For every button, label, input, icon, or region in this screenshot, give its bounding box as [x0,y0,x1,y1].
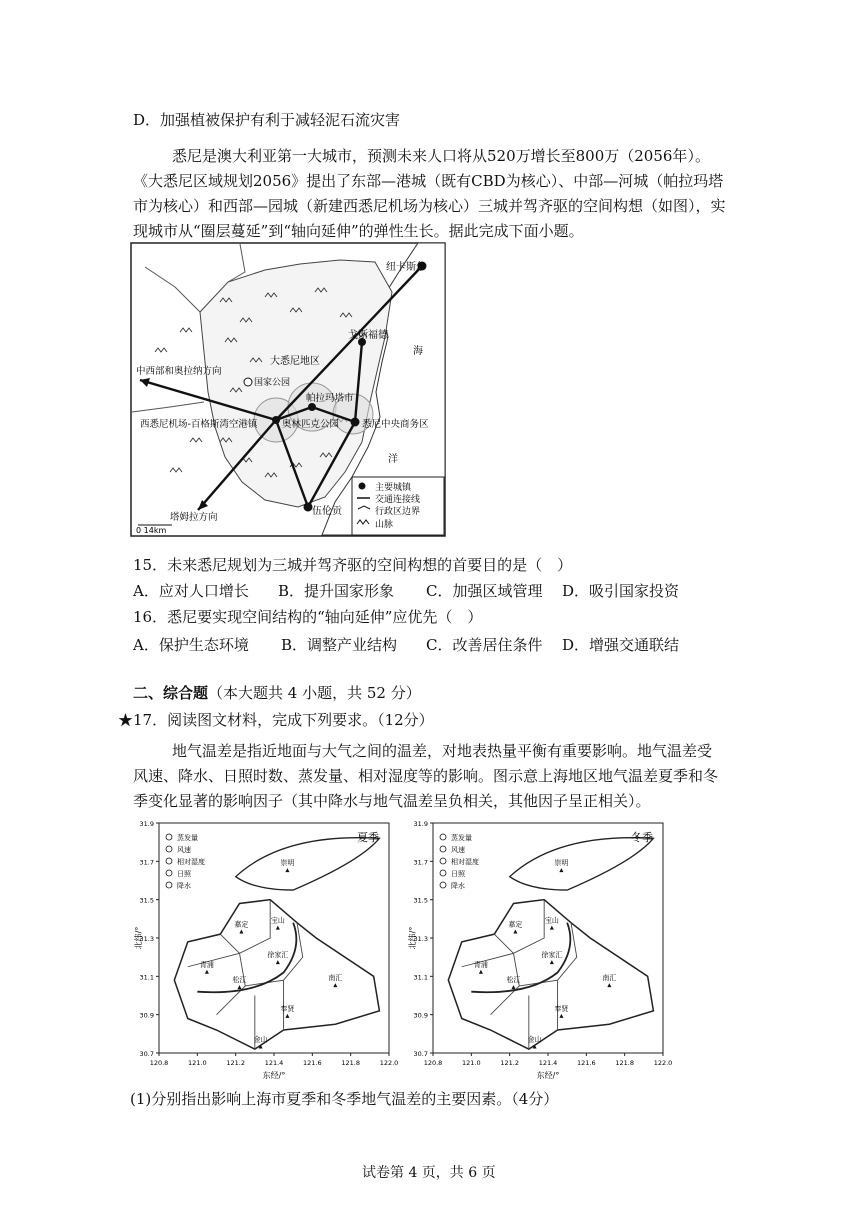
previous-option-d: D．加强植被保护有利于减轻泥石流灾害 [133,111,401,129]
passage1-line-4: 现城市从“圈层蔓延”到“轴向延伸”的弹性生长。据此完成下面小题。 [133,222,584,240]
section2-heading-row [133,683,421,703]
passage1-line-3: 市为核心）和西部—园城（新建西悉尼机场为核心）三城并驾齐驱的空间构想（如图），实 [133,197,726,215]
scale-bar: 0 14km [136,526,167,535]
q16-option-d[interactable]: D．增强交通联结 [562,636,680,654]
x-tick-label: 121.6 [303,1059,322,1067]
q16-option-c[interactable]: C．改善居住条件 [426,636,543,654]
label-sea-1: 海 [413,346,423,357]
district-label: 宝山 [544,916,559,925]
district-label: 崇明 [280,859,295,868]
q16-options [133,635,679,655]
summer-map [133,820,398,1080]
district-label: 南汇 [328,974,343,983]
legend-item: 日照 [177,870,191,878]
legend-item: 降水 [177,882,191,890]
y-tick-label: 31.1 [139,973,154,982]
y-tick-label: 31.7 [413,858,428,867]
legend-item: 蒸发量 [177,834,198,842]
legend-item: 相对湿度 [177,858,205,866]
svg-text:主要城镇: 主要城镇 [375,483,412,493]
y-tick-label: 30.9 [413,1011,428,1020]
label-parramatta: 帕拉玛塔市 [306,393,354,404]
q15-option-a[interactable]: A．应对人口增长 [133,582,249,600]
label-tamworth-direction: 塔姆拉方向 [170,512,218,523]
x-tick-label: 120.8 [149,1059,169,1067]
district-label: 松江 [506,976,521,985]
label-sydney-cbd: 悉尼中央商务区 [362,419,429,430]
x-tick-label: 120.8 [423,1059,443,1067]
winter-map [407,820,672,1080]
x-tick-label: 121.4 [264,1059,284,1067]
shanghai-season-maps [133,815,703,1085]
y-tick-label: 31.1 [413,973,428,982]
district-label: 徐家汇 [541,951,563,960]
x-tick-label: 121.4 [538,1059,558,1067]
label-olympic-park: 奥林匹克公园 [282,419,340,430]
x-axis-label: 东经/° [262,1071,286,1080]
svg-text:山脉: 山脉 [375,520,394,530]
y-tick-label: 31.5 [139,896,154,905]
label-newcastle: 纽卡斯尔 [386,262,426,273]
q15-options [133,581,679,601]
x-tick-label: 121.2 [226,1059,245,1067]
label-west-airport: 西悉尼机场-百格斯湾空港镇 [140,419,258,430]
q16-stem: 16．悉尼要实现空间结构的“轴向延伸”应优先（ ） [133,608,483,626]
svg-text:行政区边界: 行政区边界 [375,507,421,517]
legend-item: 蒸发量 [451,834,472,842]
x-tick-label: 122.0 [379,1059,399,1067]
district-label: 徐家汇 [267,951,289,960]
y-axis-label: 北纬/° [408,926,417,950]
district-label: 松江 [232,976,247,985]
label-gosford: 戈斯福德 [348,330,388,341]
passage1-line-1: 悉尼是澳大利亚第一大城市，预测未来人口将从520万增长至800万（2056年）。 [172,147,710,165]
district-label: 金山 [527,1035,542,1044]
y-tick-label: 31.9 [139,820,154,828]
y-tick-label: 30.7 [139,1050,154,1058]
q17-sub-question-1: (1)分别指出影响上海市夏季和冬季地气温差的主要因素。（4分） [130,1090,559,1108]
q15-option-b[interactable]: B．提升国家形象 [278,582,395,600]
passage1-line-2: 《大悉尼区域规划2056》提出了东部—港城（既有CBD为核心）、中部—河城（帕拉玛塔 [133,172,724,190]
district-label: 宝山 [270,916,285,925]
label-wollongong: 伍伦贡 [312,506,342,517]
x-tick-label: 121.0 [188,1059,207,1067]
y-tick-label: 31.5 [413,896,428,905]
map1-legend [352,477,444,535]
q16-option-a[interactable]: A．保护生态环境 [133,636,249,654]
q15-option-d[interactable]: D．吸引国家投资 [562,582,680,600]
x-tick-label: 121.2 [500,1059,519,1067]
svg-text:交通连接线: 交通连接线 [375,495,421,505]
label-central-west: 中西部和奥拉纳方向 [136,366,222,377]
district-label: 青浦 [199,960,214,969]
section2-note: （本大题共 4 小题，共 52 分） [208,684,421,702]
district-label: 崇明 [554,859,569,868]
q15-stem: 15．未来悉尼规划为三城并驾齐驱的空间构想的首要目的是（ ） [133,556,573,574]
district-label: 奉贤 [554,1004,569,1013]
y-axis-label: 北纬/° [134,926,143,950]
x-tick-label: 121.8 [341,1059,360,1067]
legend-item: 相对湿度 [451,858,479,866]
district-label: 嘉定 [508,920,523,929]
y-tick-label: 31.3 [413,935,428,943]
y-tick-label: 31.9 [413,820,428,828]
q17-stem: ★17．阅读图文材料，完成下列要求。（12分） [118,711,434,729]
y-tick-label: 31.3 [139,935,154,943]
y-tick-label: 30.9 [139,1011,154,1020]
label-national-park: 国家公园 [254,378,291,388]
label-greater-sydney: 大悉尼地区 [270,356,320,367]
y-tick-label: 30.7 [413,1050,428,1058]
legend-item: 日照 [451,870,465,878]
district-label: 奉贤 [280,1004,295,1013]
legend-item: 风速 [451,846,465,854]
sydney-plan-map [130,242,446,537]
district-label: 青浦 [473,960,488,969]
legend-item: 风速 [177,846,191,854]
district-label: 金山 [253,1035,268,1044]
q16-option-b[interactable]: B．调整产业结构 [281,636,398,654]
x-tick-label: 122.0 [653,1059,673,1067]
q15-option-c[interactable]: C．加强区域管理 [426,582,543,600]
season-title: 冬季 [631,831,653,844]
x-tick-label: 121.0 [462,1059,481,1067]
label-sea-2: 洋 [388,454,398,465]
x-tick-label: 121.6 [577,1059,596,1067]
section2-heading: 二、综合题 [133,684,209,702]
q17-passage-line-3: 季变化显著的影响因子（其中降水与地气温差呈负相关，其他因子呈正相关）。 [133,792,651,810]
season-title: 夏季 [357,831,379,844]
y-tick-label: 31.7 [139,858,154,867]
legend-item: 降水 [451,882,465,890]
page-footer: 试卷第 4 页，共 6 页 [362,1165,496,1181]
q17-passage-line-2: 风速、降水、日照时数、蒸发量、相对湿度等的影响。图示意上海地区地气温差夏季和冬 [133,767,719,785]
q17-passage-line-1: 地气温差是指近地面与大气之间的温差，对地表热量平衡有重要影响。地气温差受 [172,742,713,760]
x-tick-label: 121.8 [615,1059,634,1067]
district-label: 嘉定 [234,920,249,929]
district-label: 南汇 [602,974,617,983]
x-axis-label: 东经/° [536,1071,560,1080]
